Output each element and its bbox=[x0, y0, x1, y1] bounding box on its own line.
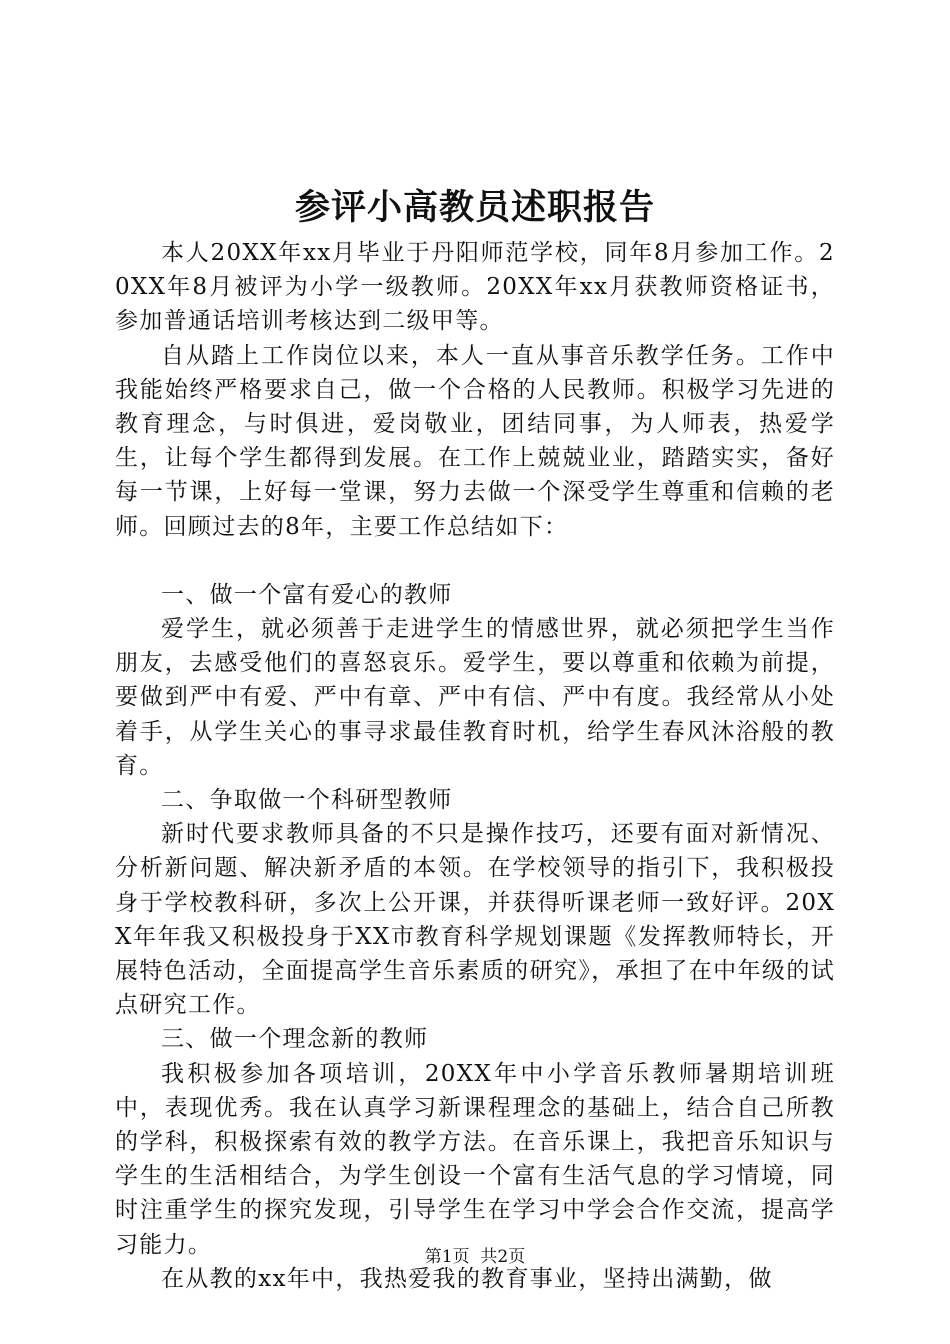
document-body bbox=[115, 236, 835, 1296]
page-number: 第1页 共2页 bbox=[424, 1247, 526, 1267]
section-heading-3: 三、做一个理念新的教师 bbox=[161, 1026, 429, 1053]
paragraph-section-3: 我积极参加各项培训，20XX年中小学音乐教师暑期培训班中，表现优秀。我在认真学习新课程理念的基础上，结合自己所教的学科，积极探索有效的教学方法。在音乐课上，我把音乐知识与学生的生活相结合，为学生创设一个富有生活气息的学习情境，同时注重学生的探究发现，引导学生在学习中学会合作交流，提高学习能力。 bbox=[115, 1060, 835, 1258]
paragraph-section-1: 爱学生，就必须善于走进学生的情感世界，就必须把学生当作朋友，去感受他们的喜怒哀乐。爱学生，要以尊重和依赖为前提，要做到严中有爱、严中有章、严中有信、严中有度。我经常从小处着手，从学生关心的事寻求最佳教育时机，给学生春风沐浴般的教育。 bbox=[115, 616, 835, 779]
paragraph-intro: 本人20XX年xx月毕业于丹阳师范学校，同年8月参加工作。20XX年8月被评为小学一级教师。20XX年xx月获教师资格证书，参加普通话培训考核达到二级甲等。 bbox=[115, 240, 835, 335]
paragraph-overview: 自从踏上工作岗位以来，本人一直从事音乐教学任务。工作中我能始终严格要求自己，做一个合格的人民教师。积极学习先进的教育理念，与时俱进，爱岗敬业，团结同事，为人师表，热爱学生，让每个学生都得到发展。在工作上兢兢业业，踏踏实实，备好每一节课，上好每一堂课，努力去做一个深受学生尊重和信赖的老师。回顾过去的8年，主要工作总结如下： bbox=[115, 342, 835, 540]
document-title: 参评小高教员述职报告 bbox=[294, 187, 655, 228]
paragraph-spacer bbox=[115, 544, 835, 578]
page-footer bbox=[0, 1245, 950, 1269]
paragraph-closing: 在从教的xx年中，我热爱我的教育事业，坚持出满勤，做 bbox=[161, 1265, 773, 1292]
section-heading-2: 二、争取做一个科研型教师 bbox=[161, 787, 453, 814]
paragraph-section-2: 新时代要求教师具备的不只是操作技巧，还要有面对新情况、分析新问题、解决新矛盾的本领。在学校领导的指引下，我积极投身于学校教科研，多次上公开课，并获得听课老师一致好评。20XX年年我又积极投身于XX市教育科学规划课题《发挥教师特长，开展特色活动，全面提高学生音乐素质的研究》，承担了在中年级的试点研究工作。 bbox=[115, 821, 835, 1019]
section-heading-1: 一、做一个富有爱心的教师 bbox=[161, 581, 453, 608]
